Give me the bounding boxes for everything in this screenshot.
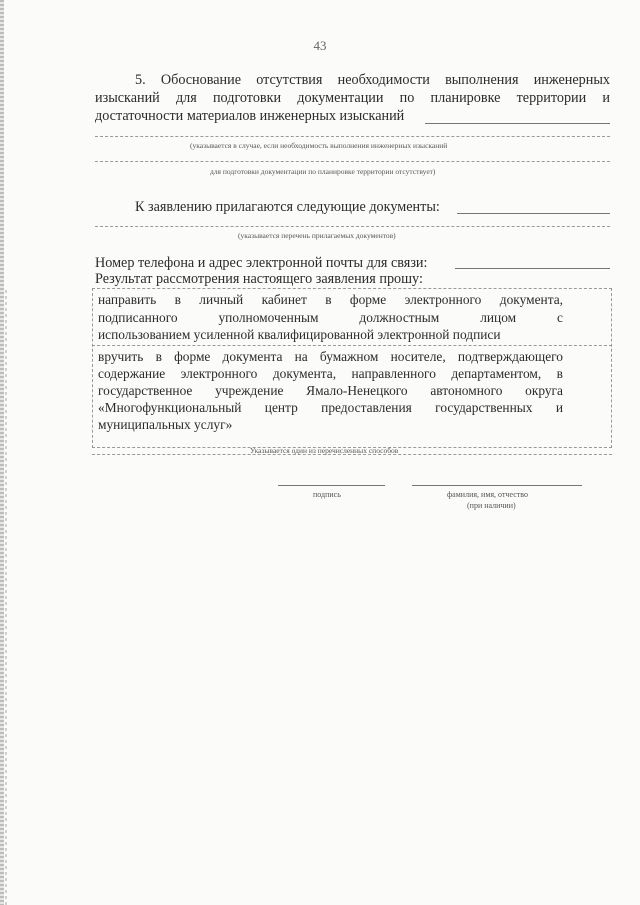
contact-fill-line bbox=[455, 268, 610, 269]
attach-note: (указывается перечень прилагаемых документов) bbox=[238, 231, 396, 240]
option2-line3: государственное учреждение Ямало-Ненецкого автономного округа bbox=[98, 383, 563, 398]
option1-line3: использованием усиленной квалифицированной электронной подписи bbox=[98, 327, 501, 342]
attach-fill-line bbox=[457, 213, 610, 214]
option1-line1: направить в личный кабинет в форме электронного документа, bbox=[98, 292, 563, 307]
note1-line1: (указывается в случае, если необходимость выполнения инженерных изысканий bbox=[190, 141, 448, 150]
signature-line bbox=[278, 485, 385, 486]
fio-line bbox=[412, 485, 582, 486]
section5-line-3 bbox=[95, 161, 610, 162]
option2-line5: муниципальных услуг» bbox=[98, 417, 233, 432]
options-note: Указывается один из перечисленных способов bbox=[250, 446, 399, 455]
result-text: Результат рассмотрения настоящего заявления прошу: bbox=[95, 271, 423, 287]
scan-left-rule bbox=[5, 290, 7, 905]
note1-line2: для подготовки документации по планировке территории отсутствует) bbox=[210, 167, 436, 176]
option2-line4: «Многофункциональный центр предоставления государственных и bbox=[98, 400, 563, 415]
section5-line1: 5. Обоснование отсутствия необходимости выполнения инженерных bbox=[135, 72, 610, 88]
section5-fill-line bbox=[425, 123, 610, 124]
section5-line2: изысканий для подготовки документации по планировке территории и bbox=[95, 90, 610, 106]
option2-line2: содержание электронного документа, направленного департаментом, в bbox=[98, 366, 563, 381]
attach-line-2 bbox=[95, 226, 610, 227]
fio-label: фамилия, имя, отчество bbox=[447, 490, 528, 499]
signature-label: подпись bbox=[313, 490, 341, 499]
section5-line-2 bbox=[95, 136, 610, 137]
section5-line3: достаточности материалов инженерных изысканий bbox=[95, 108, 405, 124]
option1-line2: подписанного уполномоченным должностным лицом с bbox=[98, 310, 563, 325]
option2-line1: вручить в форме документа на бумажном носителе, подтверждающего bbox=[98, 349, 563, 364]
fio-label-note: (при наличии) bbox=[467, 501, 516, 510]
options-divider bbox=[92, 345, 612, 346]
page-number: 43 bbox=[313, 38, 327, 53]
attach-text: К заявлению прилагаются следующие документы: bbox=[135, 199, 440, 215]
contact-text: Номер телефона и адрес электронной почты для связи: bbox=[95, 255, 428, 271]
scan-edge bbox=[0, 0, 4, 905]
